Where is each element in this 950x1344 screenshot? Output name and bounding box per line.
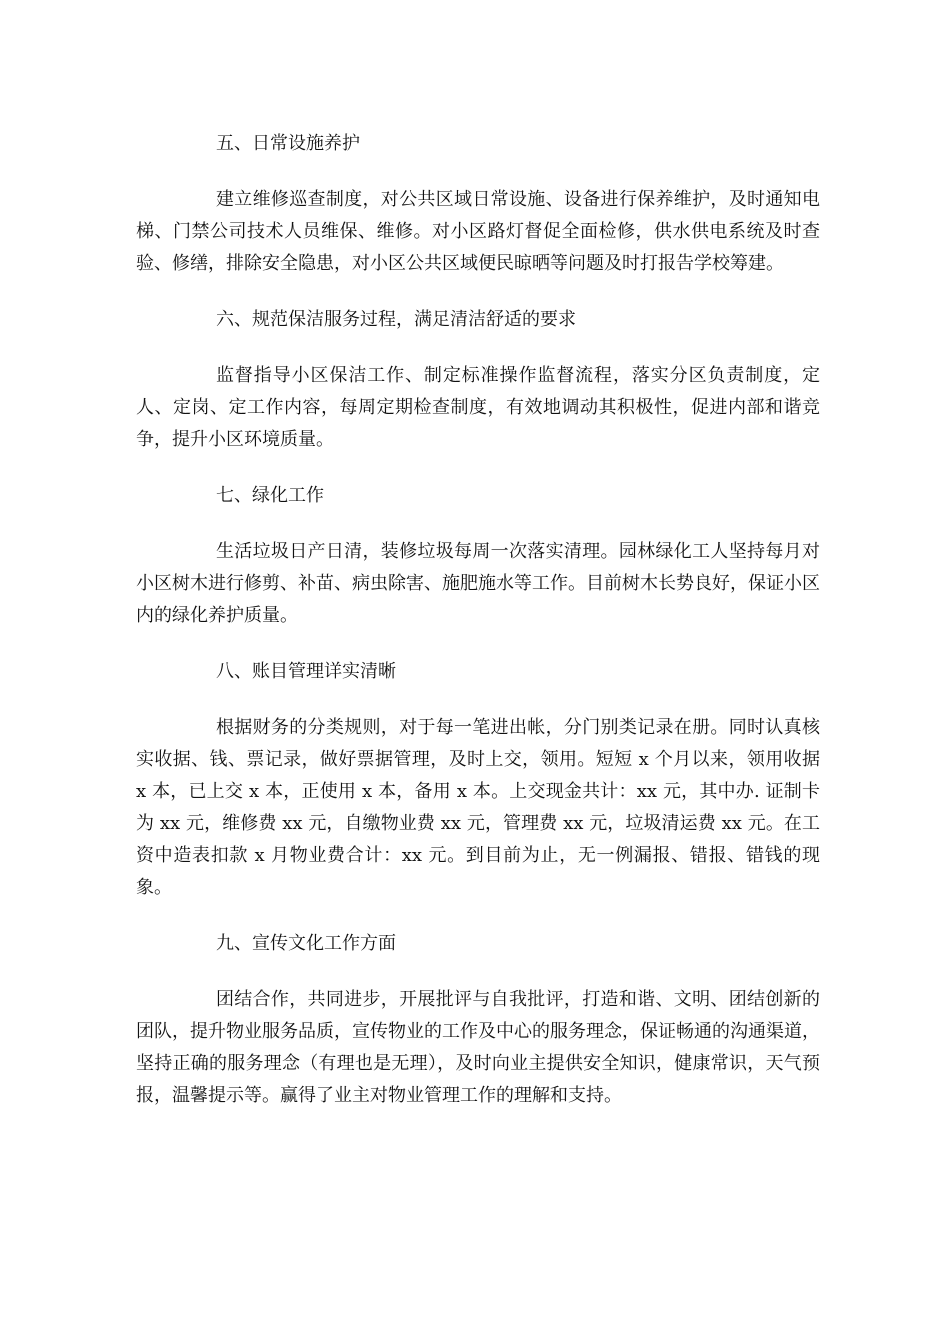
section-heading-6: 六、规范保洁服务过程，满足清洁舒适的要求 xyxy=(216,309,576,330)
section-body-8: 根据财务的分类规则，对于每一笔进出帐，分门别类记录在册。同时认真核实收据、钱、票记录，做好票据管理，及时上交，领用。短短 x 个月以来，领用收据 x 本，已上交 x 本，正使用 x 本，备用 x 本。上交现金共计：xx 元，其中办. 证制卡为 xx 元，维修费 xx 元，自缴物业费 xx 元，管理费 xx 元，垃圾清运费 xx 元。在工资中造表扣款 x 月物业费合计：xx 元。到目前为止，无一例漏报、错报、错钱的现象。 xyxy=(136,717,820,898)
document-body xyxy=(136,128,820,1136)
section-heading-5: 五、日常设施养护 xyxy=(216,133,360,154)
section-body-7: 生活垃圾日产日清，装修垃圾每周一次落实清理。园林绿化工人坚持每月对小区树木进行修剪、补苗、病虫除害、施肥施水等工作。目前树木长势良好，保证小区内的绿化养护质量。 xyxy=(136,541,820,626)
section-body-5: 建立维修巡查制度，对公共区域日常设施、设备进行保养维护，及时通知电梯、门禁公司技术人员维保、维修。对小区路灯督促全面检修，供水供电系统及时查验、修缮，排除安全隐患，对小区公共区域便民晾晒等问题及时打报告学校筹建。 xyxy=(136,189,820,274)
section-body-9: 团结合作，共同进步，开展批评与自我批评，打造和谐、文明、团结创新的团队，提升物业服务品质，宣传物业的工作及中心的服务理念，保证畅通的沟通渠道，坚持正确的服务理念（有理也是无理），及时向业主提供安全知识，健康常识，天气预报，温馨提示等。赢得了业主对物业管理工作的理解和支持。 xyxy=(136,989,820,1106)
section-heading-8: 八、账目管理详实清晰 xyxy=(216,661,396,682)
section-heading-9: 九、宣传文化工作方面 xyxy=(216,933,396,954)
section-heading-7: 七、绿化工作 xyxy=(216,485,324,506)
section-body-6: 监督指导小区保洁工作、制定标准操作监督流程，落实分区负责制度，定人、定岗、定工作内容，每周定期检查制度，有效地调动其积极性，促进内部和谐竞争，提升小区环境质量。 xyxy=(136,365,820,450)
